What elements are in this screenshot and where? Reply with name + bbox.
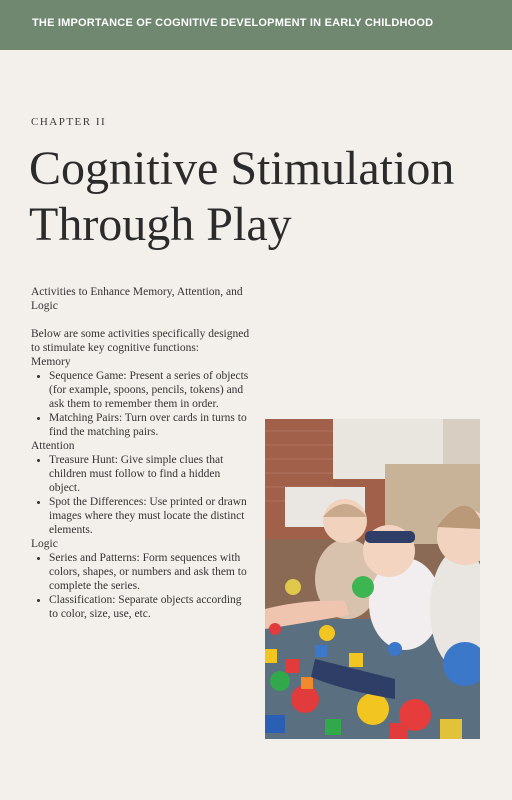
section-label-memory: Memory <box>31 356 71 368</box>
section-label-attention: Attention <box>31 440 75 452</box>
memory-list <box>31 369 251 439</box>
banner-title: THE IMPORTANCE OF COGNITIVE DEVELOPMENT IN EARLY CHILDHOOD <box>32 17 434 29</box>
list-item: • Spot the Differences: Use printed or drawn images where they must locate the distinct elements. <box>49 495 251 537</box>
activities-text <box>31 285 251 621</box>
list-item: • Sequence Game: Present a series of objects (for example, spoons, pencils, tokens) and ask them to remember them in order. <box>49 369 251 411</box>
photo-illustration <box>265 419 480 739</box>
list-item: • Series and Patterns: Form sequences with colors, shapes, or numbers and ask them to complete the series. <box>49 551 251 593</box>
header-banner <box>0 0 512 50</box>
activities-intro: Below are some activities specifically designed to stimulate key cognitive functions: <box>31 328 250 354</box>
logic-list <box>31 551 251 621</box>
list-item: • Matching Pairs: Turn over cards in turns to find the matching pairs. <box>49 411 251 439</box>
children-playing-photo <box>265 419 480 739</box>
chapter-label: CHAPTER II <box>31 116 107 128</box>
attention-list <box>31 453 251 537</box>
chapter-title-line-2: Through Play <box>29 198 292 251</box>
activities-heading: Activities to Enhance Memory, Attention, and Logic <box>31 286 243 312</box>
chapter-title <box>29 141 499 253</box>
list-item: • Classification: Separate objects according to color, size, use, etc. <box>49 593 251 621</box>
section-label-logic: Logic <box>31 538 58 550</box>
chapter-title-line-1: Cognitive Stimulation <box>29 142 455 195</box>
list-item: • Treasure Hunt: Give simple clues that children must follow to find a hidden object. <box>49 453 251 495</box>
